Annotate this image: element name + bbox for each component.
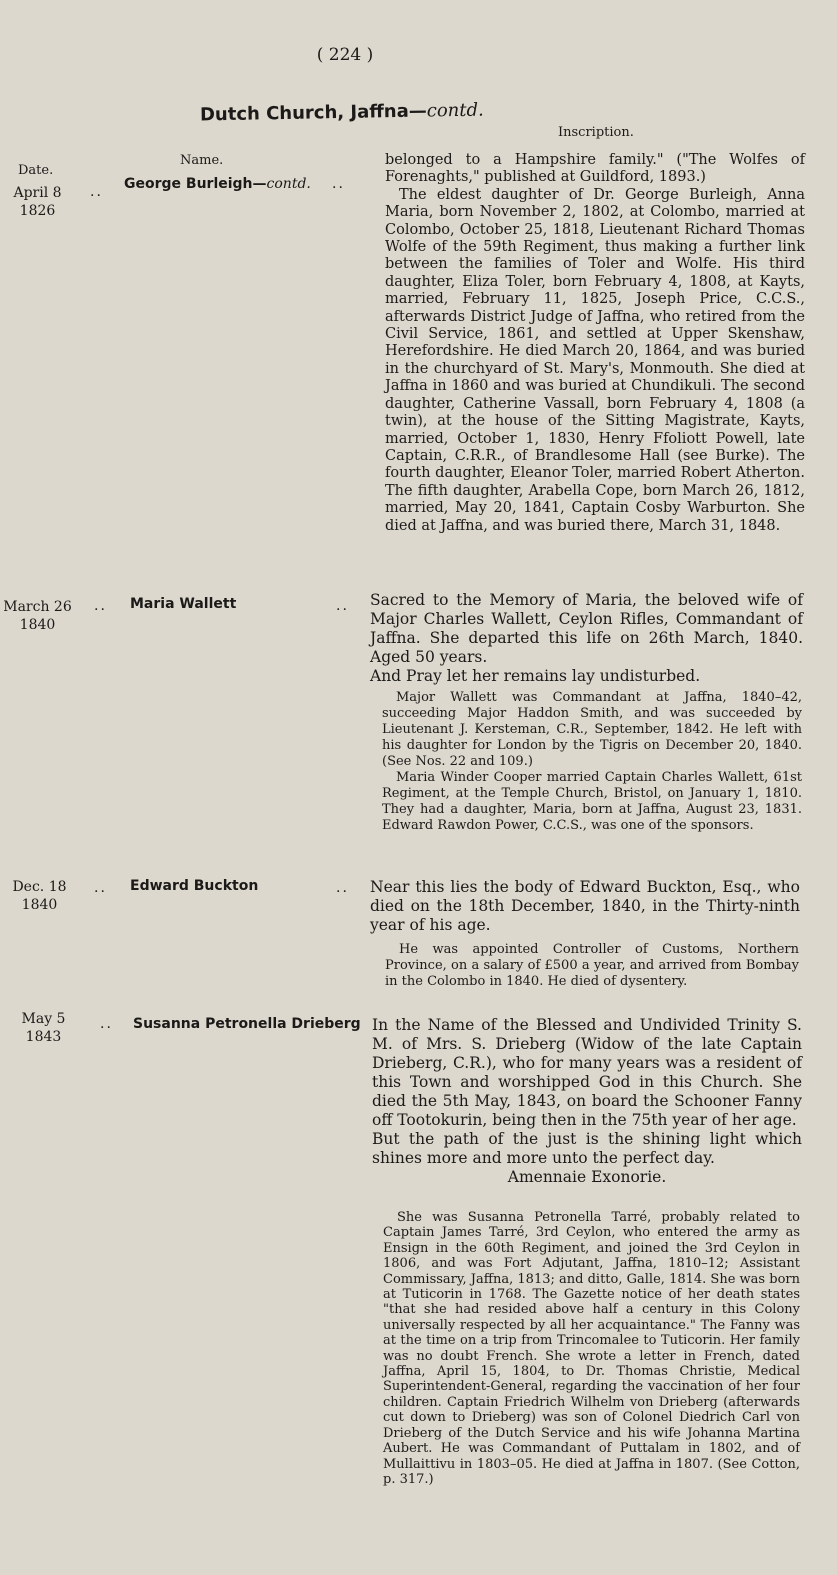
leader-dots: ..	[90, 184, 103, 200]
header-name: Name.	[180, 153, 224, 168]
entry-inscription	[372, 1016, 802, 1187]
entry-inscription	[370, 878, 800, 935]
inscription-paragraph: And Pray let her remains lay undisturbed.	[370, 667, 701, 685]
leader-dots: ..	[94, 880, 107, 896]
entry-note	[385, 942, 799, 990]
inscription-paragraph: But the path of the just is the shining light which shines more and more unto the perfect day.	[372, 1130, 802, 1167]
inscription-paragraph: Near this lies the body of Edward Buckton, Esq., who died on the 18th December, 1840, in the Thirty-ninth year of his age.	[370, 878, 800, 934]
title-contd: contd.	[426, 99, 484, 122]
entry-name: Susanna Petronella Drieberg	[133, 1016, 361, 1032]
note-paragraph: She was Susanna Petronella Tarré, probably related to Captain James Tarré, 3rd Ceylon, who entered the army as Ensign in the 60th Regiment, and joined the 3rd Ceylon in 1806, and was Fort Adjutant, Jaffna, 1810–12; Assistant Commissary, Jaffna, 1813; and ditto, Galle, 1814. She was born at Tuticorin in 1768. The Gazette notice of her death states "that she had resided above half a century in this Colony universally respected by all her acquaintance." The Fanny was at the time on a trip from Trincomalee to Tuticorin. Her family was no doubt French. She wrote a letter in French, dated Jaffna, April 15, 1804, to Dr. Thomas Christie, Medical Superintendent-General, regarding the vaccination of her four children. Captain Friedrich Wilhelm von Drieberg (afterwards cut down to Drieberg) was son of Colonel Diedrich Carl von Drieberg of the Dutch Service and his wife Johanna Martina Aubert. He was Commandant of Puttalam in 1802, and of Mullaittivu in 1803–05. He died at Jaffna in 1807. (See Cotton, p. 317.)	[383, 1210, 800, 1487]
leader-dots: ..	[336, 880, 349, 896]
entry-date-day: May 5	[21, 1011, 66, 1027]
entry-date-day: Dec. 18	[12, 879, 67, 895]
entry-date-year: 1840	[21, 897, 58, 913]
leader-dots: ..	[100, 1016, 113, 1032]
entry-note	[382, 690, 802, 834]
entry-date-day: April 8	[13, 185, 62, 201]
entry-note	[385, 152, 805, 535]
note-paragraph: He was appointed Controller of Customs, Northern Province, on a salary of £500 a year, and arrived from Bombay in the Colombo in 1840. He died of dysentery.	[385, 942, 799, 989]
header-date: Date.	[18, 163, 54, 178]
note-paragraph: Major Wallett was Commandant at Jaffna, 1840–42, succeeding Major Haddon Smith, and was succeeded by Lieutenant J. Kersteman, C.R., September, 1842. He left with his daughter for London by the Tigris on December 20, 1840. (See Nos. 22 and 109.)	[382, 690, 802, 769]
entry-date	[0, 184, 75, 220]
inscription-closing: Amennaie Exonorie.	[507, 1168, 667, 1186]
header-inscription: Inscription.	[558, 125, 634, 140]
leader-dots: ..	[332, 176, 345, 192]
entry-date-day: March 26	[3, 599, 72, 615]
leader-dots: ..	[336, 598, 349, 614]
inscription-paragraph: Sacred to the Memory of Maria, the beloved wife of Major Charles Wallett, Ceylon Rifles, Commandant of Jaffna. She departed this life on 26th March, 1840. Aged 50 years.	[370, 591, 803, 666]
entry-date-year: 1840	[19, 617, 56, 633]
entry-name-contd: contd.	[266, 176, 311, 192]
entry-name: Edward Buckton	[130, 878, 259, 894]
inscription-paragraph: In the Name of the Blessed and Undivided Trinity S. M. of Mrs. S. Drieberg (Widow of the late Captain Drieberg, C.R.), who for many years was a resident of this Town and worshipped God in this Church. She died the 5th May, 1843, on board the Schooner Fanny off Tootokurin, being then in the 75th year of her age.	[372, 1016, 802, 1129]
entry-note	[383, 1210, 800, 1487]
entry-name	[124, 176, 311, 192]
entry-inscription	[370, 591, 803, 686]
note-paragraph: Maria Winder Cooper married Captain Charles Wallett, 61st Regiment, at the Temple Church, Bristol, on January 1, 1810. They had a daughter, Maria, born at Jaffna, August 23, 1831. Edward Rawdon Power, C.C.S., was one of the sponsors.	[382, 770, 802, 833]
entry-name: Maria Wallett	[130, 596, 237, 612]
entry-name-text: George Burleigh—	[124, 176, 267, 192]
entry-date	[6, 1010, 81, 1046]
note-paragraph: belonged to a Hampshire family." ("The Wolfes of Forenaghts," published at Guildford, 1893.)	[385, 152, 805, 186]
page-number: ( 224 )	[316, 45, 374, 65]
entry-date-year: 1826	[19, 203, 56, 219]
title-text: Dutch Church, Jaffna—	[199, 100, 427, 126]
leader-dots: ..	[94, 598, 107, 614]
entry-date	[0, 598, 75, 634]
entry-date-year: 1843	[25, 1029, 62, 1045]
page-title	[200, 100, 484, 126]
entry-date	[2, 878, 77, 914]
note-paragraph: The eldest daughter of Dr. George Burleigh, Anna Maria, born November 2, 1802, at Colombo, married at Colombo, October 25, 1818, Lieutenant Richard Thomas Wolfe of the 59th Regiment, thus making a further link between the families of Toler and Wolfe. His third daughter, Eliza Toler, born February 4, 1808, at Kayts, married, February 11, 1825, Joseph Price, C.C.S., afterwards District Judge of Jaffna, who retired from the Civil Service, 1861, and settled at Upper Skenshaw, Herefordshire. He died March 20, 1864, and was buried in the churchyard of St. Mary's, Monmouth. She died at Jaffna in 1860 and was buried at Chundikuli. The second daughter, Catherine Vassall, born February 4, 1808 (a twin), at the house of the Sitting Magistrate, Kayts, married, October 1, 1830, Henry Ffoliott Powell, late Captain, C.R.R., of Brandlesome Hall (see Burke). The fourth daughter, Eleanor Toler, married Robert Atherton. The fifth daughter, Arabella Cope, born March 26, 1812, married, May 20, 1841, Captain Cosby Warburton. She died at Jaffna, and was buried there, March 31, 1848.	[385, 186, 805, 534]
